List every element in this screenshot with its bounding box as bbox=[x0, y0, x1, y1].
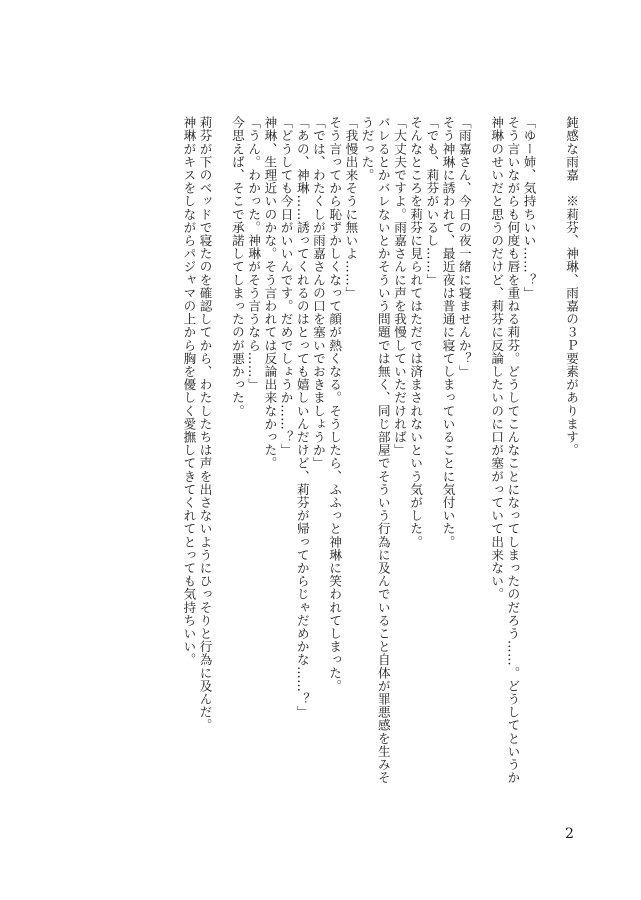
paragraph-gap bbox=[472, 116, 488, 816]
text-line: うだった。 bbox=[359, 116, 375, 182]
text-line: 神琳のせいだと思うのだけど、莉芬に反論したいのに口が塞がっていて出来ない。 bbox=[489, 116, 505, 601]
text-line: 「雨嘉さん、今日の夜一緒に寝ませんか？」 bbox=[456, 116, 472, 378]
text-line: 「うん。わかった。神琳がそう言うなら……」 bbox=[246, 116, 262, 392]
document-title: 鈍感な雨嘉 ※莉芬、神琳、雨嘉の３Ｐ要素があります。 bbox=[564, 116, 579, 457]
text-line: そんなところを莉芬に見られてはただでは済まされないという気がした。 bbox=[408, 116, 424, 549]
text-line: 「でも、莉芬がいるし……」 bbox=[424, 116, 440, 287]
text-line: バレるとかバレないとかそういう問題では無く、同じ部屋でそういう行為に及んでいること自体が罪悪感を生みそ bbox=[375, 116, 391, 785]
paragraph-gap bbox=[213, 116, 229, 816]
text-line: 「我慢出来そうに無いよ……」 bbox=[343, 116, 359, 300]
text-line: 「ゆー姉、気持ちいい……？」 bbox=[521, 116, 537, 300]
text-line: 「大丈夫ですよ。雨嘉さんに声を我慢していただければ」 bbox=[392, 116, 407, 457]
title-gap bbox=[537, 116, 553, 816]
text-line: 今思えば、そこで承諾してしまったのが悪かった。 bbox=[229, 116, 245, 418]
text-line: 「どうしても今日がいいんです。だめでしょうか……？」 bbox=[278, 116, 294, 457]
text-line: 莉芬が下のベッドで寝たのを確認してから、わたしたちは声を出さないようにひっそりと行為に及んだ。 bbox=[197, 116, 213, 732]
text-line: そう神琳に誘われて、最近夜は普通に寝てしまっていることに気付いた。 bbox=[440, 116, 456, 549]
text-line: そう言いながらも何度も唇を重ねる莉芬。どうしてこんなことになってしまったのだろう……。どうしてというか bbox=[505, 116, 521, 785]
vertical-text-body bbox=[59, 116, 579, 816]
text-line: 神琳、生理近いのかな。そう言われては反論出来なかった。 bbox=[262, 116, 278, 470]
text-line: 「では、わたくしが雨嘉さんの口を塞いでおきましょうか」 bbox=[310, 116, 326, 470]
page-number: 2 bbox=[565, 826, 574, 842]
text-line: 神琳がキスをしながらパジャマの上から胸を優しく愛撫してきてくれてとっても気持ちいい。 bbox=[181, 116, 197, 667]
text-line: 「あの、神琳……誘ってくれるのはとっても嬉しいんだけど、莉芬が帰ってからじゃだめかな……？」 bbox=[294, 116, 310, 719]
text-line: そう言ってから恥ずかしくなって顔が熱くなる。そうしたら、ふふっと神琳に笑われてしまった。 bbox=[327, 116, 343, 693]
